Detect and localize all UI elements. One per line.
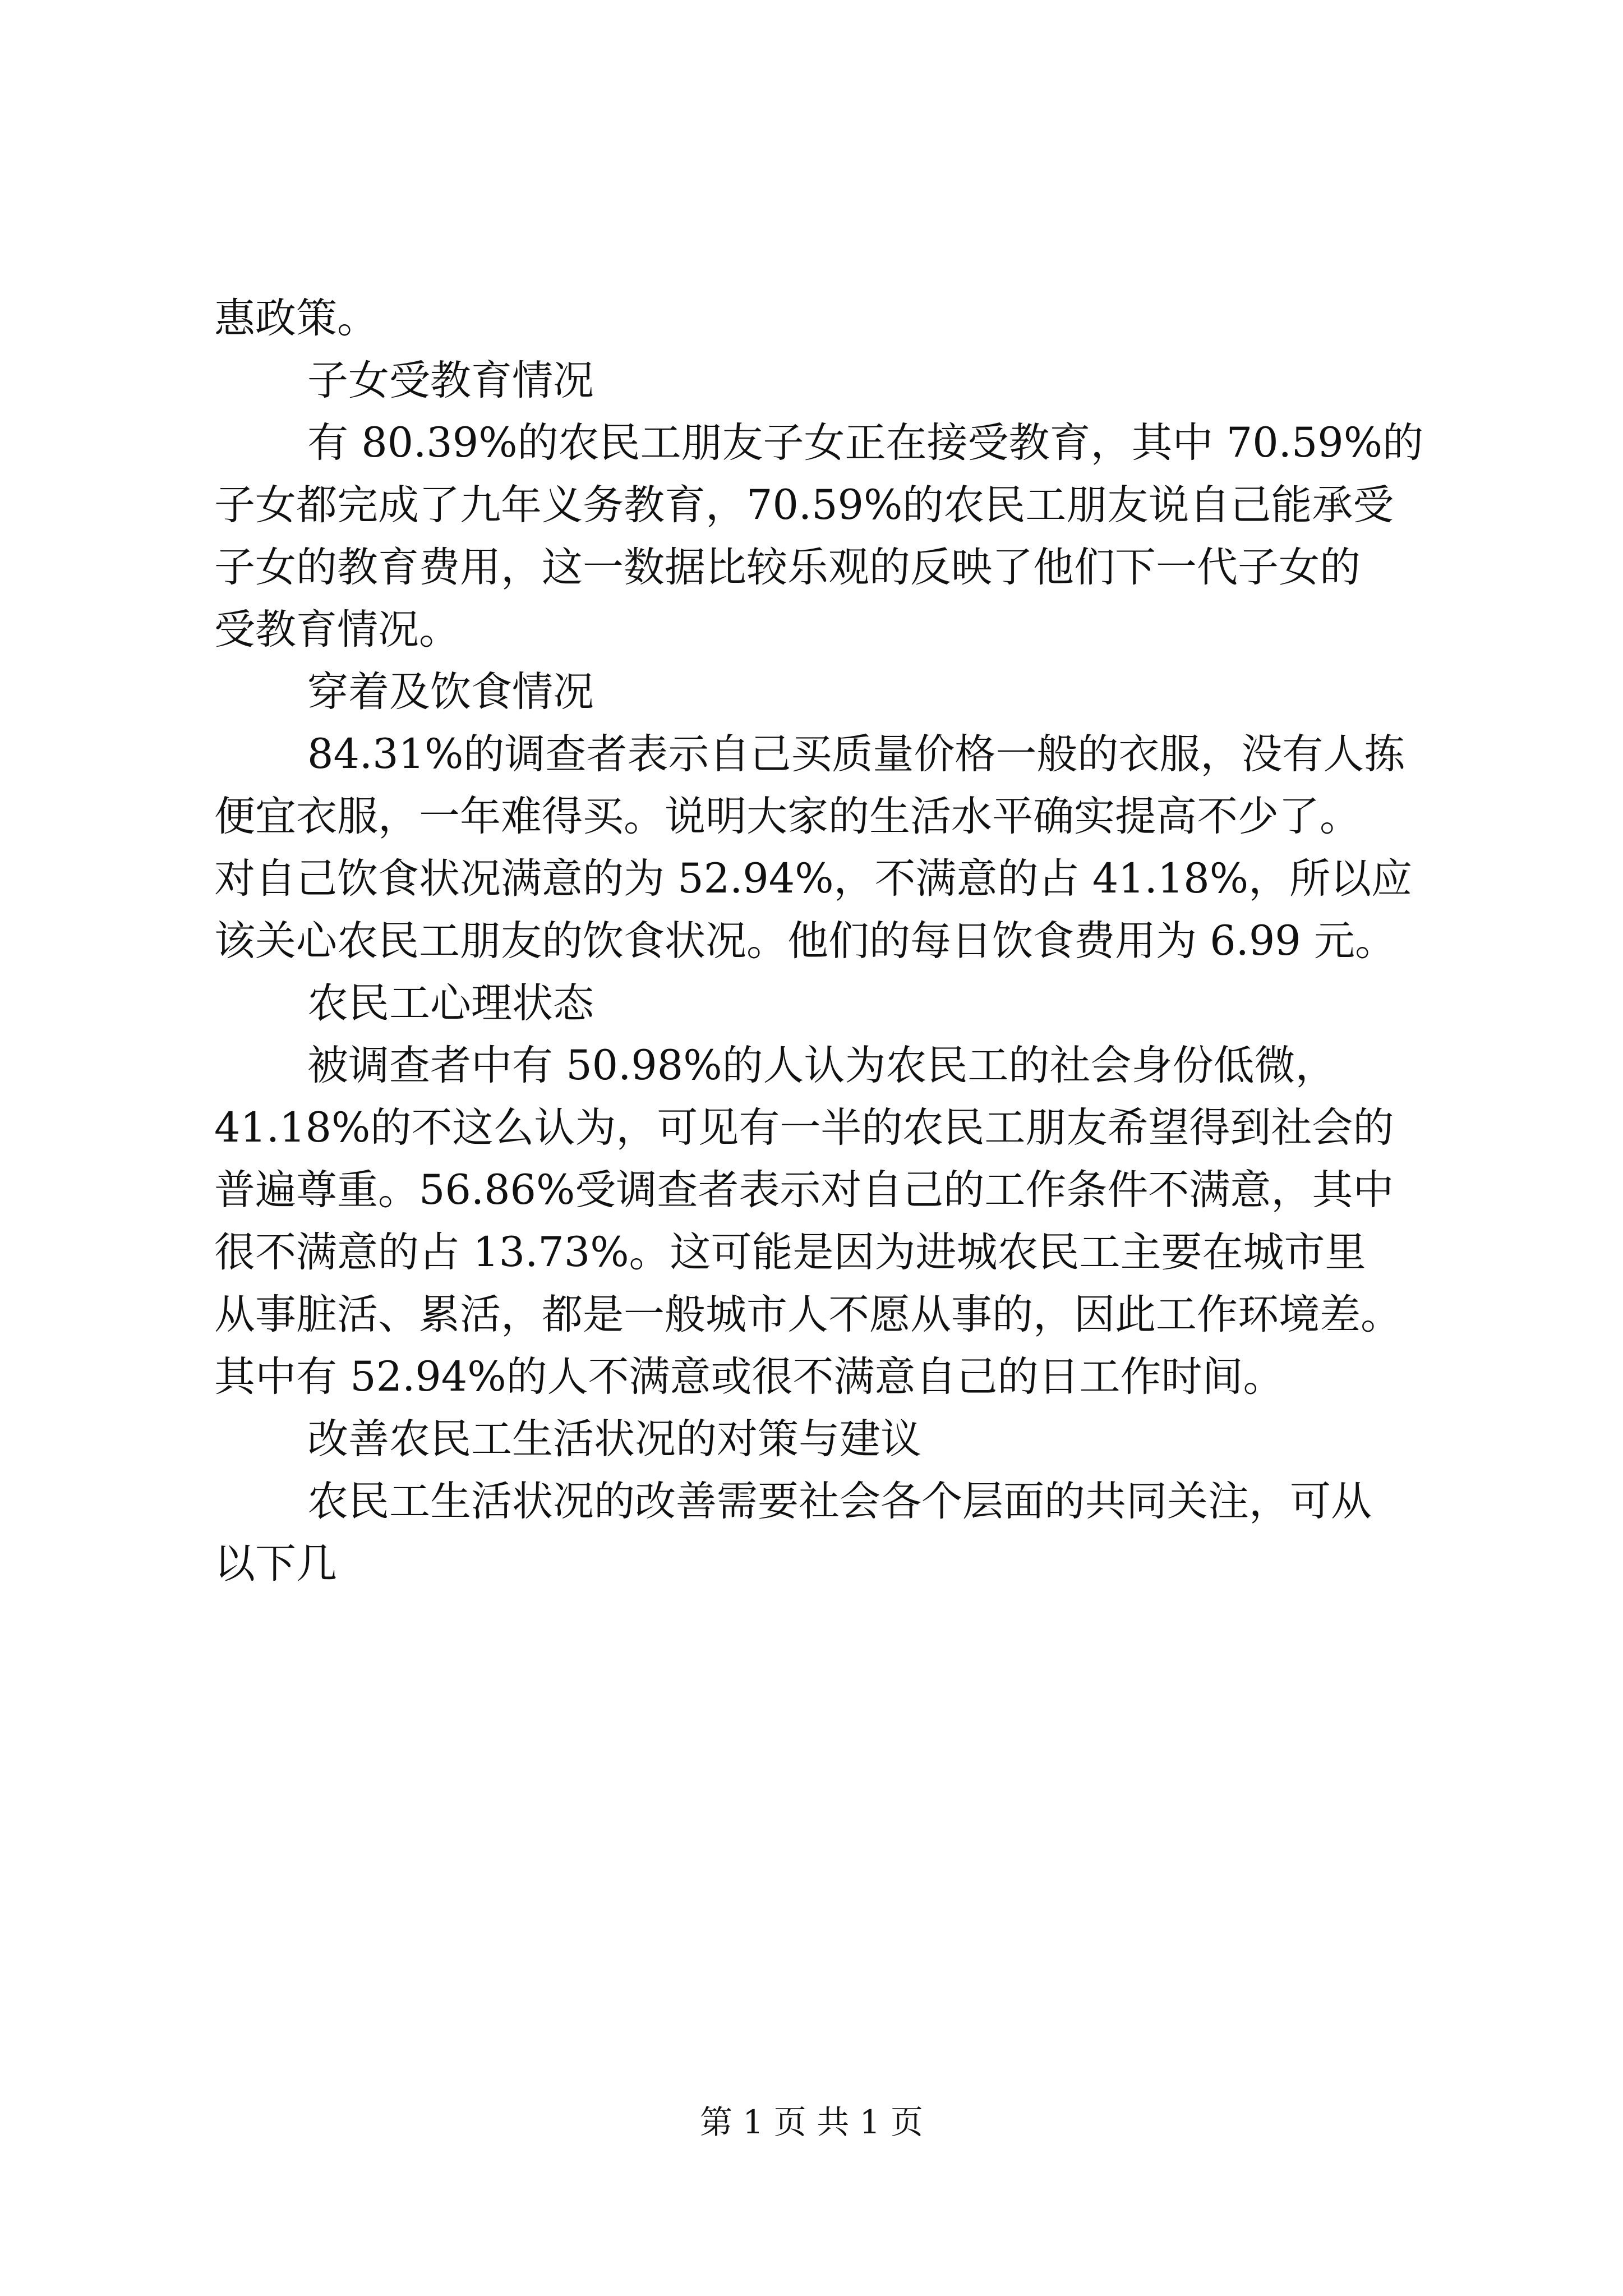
text-line: 子女的教育费用，这一数据比较乐观的反映了他们下一代子女的 [214, 544, 1361, 591]
text-line: 被调查者中有 50.98%的人认为农民工的社会身份低微， [307, 1042, 1336, 1089]
text-line: 以下几 [214, 1540, 337, 1588]
text-line: 其中有 52.94%的人不满意或很不满意自己的日工作时间。 [214, 1353, 1284, 1401]
text-line: 41.18%的不这么认为，可见有一半的农民工朋友希望得到社会的 [214, 1104, 1394, 1152]
text-line: 惠政策。 [214, 295, 378, 342]
page-footer: 第 1 页 共 1 页 [700, 2103, 923, 2141]
text-line: 对自己饮食状况满意的为 52.94%，不满意的占 41.18%，所以应 [214, 855, 1413, 903]
text-line: 便宜衣服，一年难得买。说明大家的生活水平确实提高不少了。 [214, 793, 1361, 840]
section-heading: 穿着及饮食情况 [307, 668, 594, 716]
text-line: 普遍尊重。56.86%受调查者表示对自己的工作条件不满意，其中 [214, 1166, 1394, 1214]
text-line: 子女都完成了九年义务教育，70.59%的农民工朋友说自己能承受 [214, 481, 1394, 529]
text-line: 很不满意的占 13.73%。这可能是因为进城农民工主要在城市里 [214, 1228, 1366, 1276]
text-line: 受教育情况。 [214, 606, 460, 654]
text-line: 有 80.39%的农民工朋友子女正在接受教育，其中 70.59%的 [307, 419, 1424, 467]
section-heading: 农民工心理状态 [307, 979, 594, 1027]
text-line: 农民工生活状况的改善需要社会各个层面的共同关注，可从 [307, 1478, 1372, 1525]
section-heading: 子女受教育情况 [307, 357, 594, 404]
text-line: 从事脏活、累活，都是一般城市人不愿从事的，因此工作环境差。 [214, 1291, 1401, 1338]
document-body [214, 287, 1424, 1595]
section-heading: 改善农民工生活状况的对策与建议 [307, 1415, 921, 1463]
text-line: 84.31%的调查者表示自己买质量价格一般的衣服，没有人拣 [307, 730, 1405, 778]
text-line: 该关心农民工朋友的饮食状况。他们的每日饮食费用为 6.99 元。 [214, 917, 1396, 965]
